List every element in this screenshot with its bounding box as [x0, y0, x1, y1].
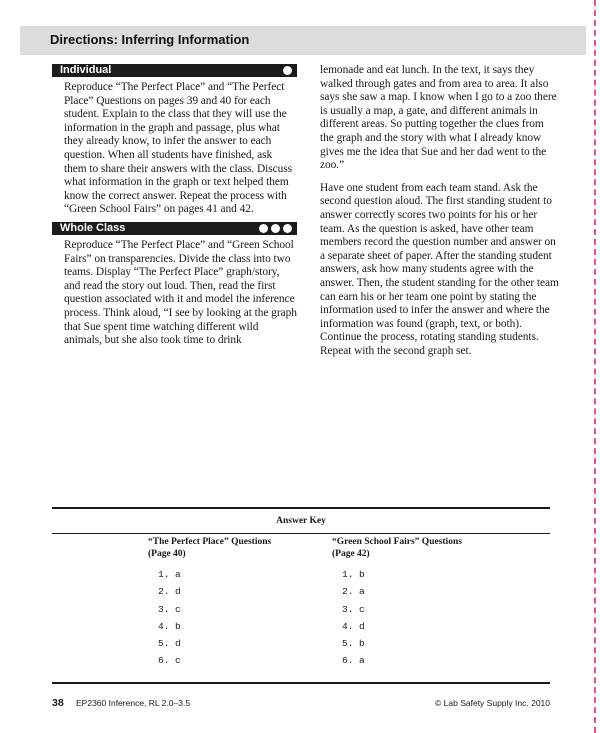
green-school-heading: “Green School Fairs” Questions (Page 42)	[332, 537, 462, 559]
answer-number: 2.	[342, 586, 354, 598]
answer-value: b	[359, 638, 365, 650]
answer-number: 6.	[158, 655, 170, 667]
answer-item	[332, 618, 462, 635]
page-edge-dashed-line	[594, 0, 596, 733]
one-dot-icon	[283, 66, 292, 75]
answer-value: d	[175, 586, 181, 598]
page-number: 38	[52, 697, 64, 709]
answer-key-box	[52, 507, 550, 684]
answer-item	[148, 601, 271, 618]
whole-class-paragraph: Reproduce “The Perfect Place” and “Green School Fairs” on transparencies. Divide the class into two teams. Display “The Perfect Place” graph/story, and read the story out loud. Then, read the first question associated with it and model the inference process. Think aloud, “I see by looking at the graph that Sue spent time watching different wild animals, but she also took time to drink	[64, 238, 297, 347]
answer-item	[148, 566, 271, 583]
answer-item	[148, 635, 271, 652]
answer-item	[332, 566, 462, 583]
answer-number: 3.	[342, 603, 354, 615]
green-school-answer-list	[332, 566, 462, 670]
perfect-place-heading: “The Perfect Place” Questions (Page 40)	[148, 537, 272, 559]
answer-item	[332, 583, 462, 600]
individual-section-bar	[52, 64, 297, 77]
whole-class-paragraph-continued: lemonade and eat lunch. In the text, it says they walked through gates and from area to area. It also says she saw a map. I know when I go to a zoo there is usually a map, a gate, and different animals in different areas. So putting together the clues from the graph and the story with what I already know gives me the idea that Sue and her dad went to the zoo.”	[320, 64, 557, 172]
three-dots-icon	[259, 224, 292, 233]
page-title: Directions: Inferring Information	[50, 32, 250, 47]
answer-number: 1.	[342, 569, 354, 580]
whole-class-paragraph-2: Have one student from each team stand. Ask the second question aloud. The first standing student to answer correctly scores two points for his or her team. As the question is asked, have other team members record the question number and answer on a separate sheet of paper. After the standing student answers, ask how many students agree with the answer. Then, the student standing for the other team can earn his or her team one point by stating the information used to infer the answer and where the information was found (graph, text, or both). Continue the process, rotating standing students. Repeat with the second graph set.	[320, 181, 559, 357]
individual-label: Individual	[60, 64, 112, 76]
answer-key-divider	[52, 533, 550, 534]
directions-header	[20, 26, 586, 55]
green-school-answers	[332, 537, 462, 670]
whole-class-section-bar	[52, 222, 297, 235]
answer-item	[332, 635, 462, 652]
answer-key-title: Answer Key	[276, 516, 326, 526]
answer-value: d	[175, 638, 181, 650]
page-footer	[52, 697, 550, 711]
answer-value: b	[359, 569, 365, 580]
product-id: EP2360 Inference, RL 2.0–3.5	[76, 698, 191, 708]
answer-number: 2.	[158, 586, 170, 598]
answer-number: 5.	[158, 638, 170, 650]
answer-item	[332, 601, 462, 618]
answer-item	[148, 618, 271, 635]
answer-item	[332, 652, 462, 669]
answer-item	[148, 583, 271, 600]
answer-value: c	[175, 603, 181, 615]
copyright: © Lab Safety Supply Inc. 2010	[435, 698, 550, 708]
answer-number: 3.	[158, 603, 170, 615]
answer-number: 4.	[342, 620, 354, 632]
answer-value: a	[175, 569, 181, 580]
individual-paragraph: Reproduce “The Perfect Place” and “The Perfect Place” Questions on pages 39 and 40 for each student. Explain to the class that they will use the information in the graph and passage, plus what they already know, to infer the answer to each question. When all students have finished, ask them to share their answers with the class. Discuss what information in the graph or text helped them know the correct answer. Repeat the process with “Green School Fairs” on pages 41 and 42.	[64, 81, 293, 216]
perfect-place-answer-list	[148, 566, 271, 670]
whole-class-label: Whole Class	[60, 221, 126, 234]
left-column	[52, 64, 297, 348]
answer-value: c	[359, 603, 365, 615]
answer-value: a	[359, 586, 365, 598]
answer-value: d	[359, 620, 365, 632]
answer-number: 4.	[158, 620, 170, 632]
answer-value: c	[175, 655, 181, 667]
answer-item	[148, 652, 271, 669]
answer-number: 6.	[342, 655, 354, 667]
perfect-place-answers	[148, 537, 271, 670]
right-column	[320, 64, 560, 358]
answer-value: b	[175, 620, 181, 632]
answer-number: 1.	[158, 569, 170, 580]
answer-number: 5.	[342, 638, 354, 650]
answer-value: a	[359, 655, 365, 667]
